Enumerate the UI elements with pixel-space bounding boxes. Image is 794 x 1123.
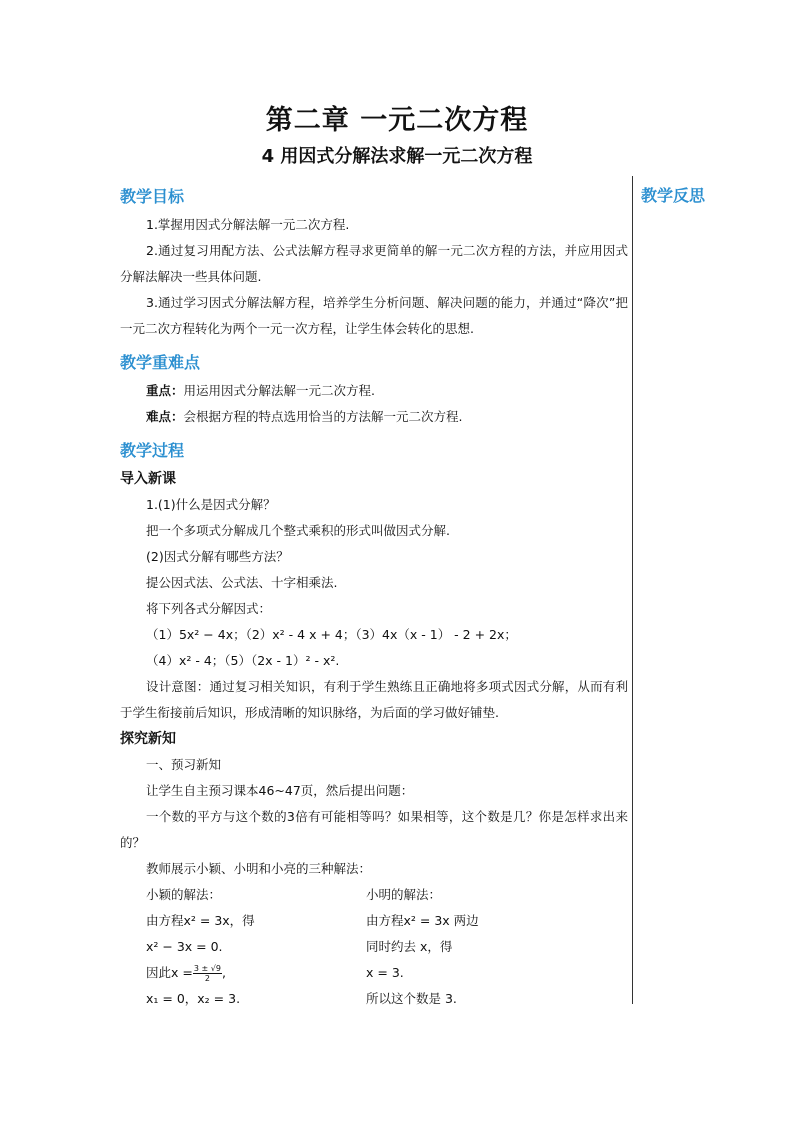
design-intent xyxy=(120,674,628,726)
difficulty-label: 难点： xyxy=(146,409,184,424)
xiaoming-step-2: 同时约去 x，得 xyxy=(366,939,453,954)
objective-item: 3.通过学习因式分解法解方程，培养学生分析问题、解决问题的能力，并通过“降次”把一元二次方程转化为两个一元一次方程，让学生体会转化的思想. xyxy=(120,295,628,336)
question-2: (2)因式分解有哪些方法？ xyxy=(146,549,289,564)
xiaoying-step-3 xyxy=(146,960,360,986)
xiaoying-step-4: x₁ = 0，x₂ = 3. xyxy=(146,991,241,1006)
reflection-heading: 教学反思 xyxy=(641,186,706,205)
design-label: 设计意图： xyxy=(146,679,210,694)
xiaoying-step-1: 由方程x² = 3x，得 xyxy=(146,913,255,928)
solution-fraction xyxy=(193,964,222,983)
process-heading: 教学过程 xyxy=(120,441,185,460)
xiaoying-heading: 小颖的解法： xyxy=(146,887,222,902)
xiaoying-step-3-prefix: 因此x = xyxy=(146,965,193,980)
design-text: 通过复习相关知识，有利于学生熟练且正确地将多项式因式分解，从而有利于学生衔接前后知识，形成清晰的知识脉络，为后面的学习做好铺垫. xyxy=(120,679,628,720)
key-point xyxy=(120,378,628,404)
objective-item: 1.掌握用因式分解法解一元二次方程. xyxy=(146,217,350,232)
xiaoying-step-2: x² − 3x = 0. xyxy=(146,939,223,954)
xiaoming-step-4: 所以这个数是 3. xyxy=(366,991,457,1006)
exercise-line-1: （1）5x² − 4x；（2）x² - 4 x + 4；（3）4x（x - 1） - 2 + 2x； xyxy=(146,627,517,642)
xiaoming-heading: 小明的解法： xyxy=(366,887,442,902)
solutions-row xyxy=(120,882,628,1012)
fraction-numerator: 3 ± √9 xyxy=(193,964,221,973)
answer-2: 提公因式法、公式法、十字相乘法. xyxy=(146,575,338,590)
factor-task: 将下列各式分解因式： xyxy=(146,601,272,616)
preview-question: 一个数的平方与这个数的3倍有可能相等吗？如果相等，这个数是几？你是怎样求出来的？ xyxy=(120,809,628,850)
explore-heading: 探究新知 xyxy=(120,731,176,747)
lesson-title: 4 用因式分解法求解一元二次方程 xyxy=(261,146,533,167)
xiaoming-step-3: x = 3. xyxy=(366,965,404,980)
objectives-heading: 教学目标 xyxy=(120,187,185,206)
preview-task: 让学生自主预习课本46~47页，然后提出问题： xyxy=(146,783,414,798)
column-divider xyxy=(632,176,633,1004)
xiaoying-step-3-suffix: , xyxy=(221,965,226,980)
answer-1: 把一个多项式分解成几个整式乘积的形式叫做因式分解. xyxy=(146,523,450,538)
difficulty-point xyxy=(120,404,628,430)
key-points-heading: 教学重难点 xyxy=(120,353,201,372)
chapter-title: 第二章 一元二次方程 xyxy=(265,105,529,136)
xiaoming-solution xyxy=(360,882,600,1012)
intro-heading: 导入新课 xyxy=(120,471,176,487)
xiaoming-step-1: 由方程x² = 3x 两边 xyxy=(366,913,479,928)
xiaoying-solution xyxy=(120,882,360,1012)
key-label: 重点： xyxy=(146,383,184,398)
preview-heading: 一、预习新知 xyxy=(146,757,222,772)
fraction-denominator: 2 xyxy=(204,974,210,983)
objective-item: 2.通过复习用配方法、公式法解方程寻求更简单的解一元二次方程的方法，并应用因式分解法解决一些具体问题. xyxy=(120,243,628,284)
exercise-line-2: （4）x² - 4；（5）（2x - 1）² - x². xyxy=(146,653,340,668)
methods-intro: 教师展示小颖、小明和小亮的三种解法： xyxy=(146,861,372,876)
key-text: 用运用因式分解法解一元二次方程. xyxy=(183,383,375,398)
main-content xyxy=(120,182,628,1012)
difficulty-text: 会根据方程的特点选用恰当的方法解一元二次方程. xyxy=(183,409,463,424)
question-1: 1.(1)什么是因式分解？ xyxy=(146,497,276,512)
